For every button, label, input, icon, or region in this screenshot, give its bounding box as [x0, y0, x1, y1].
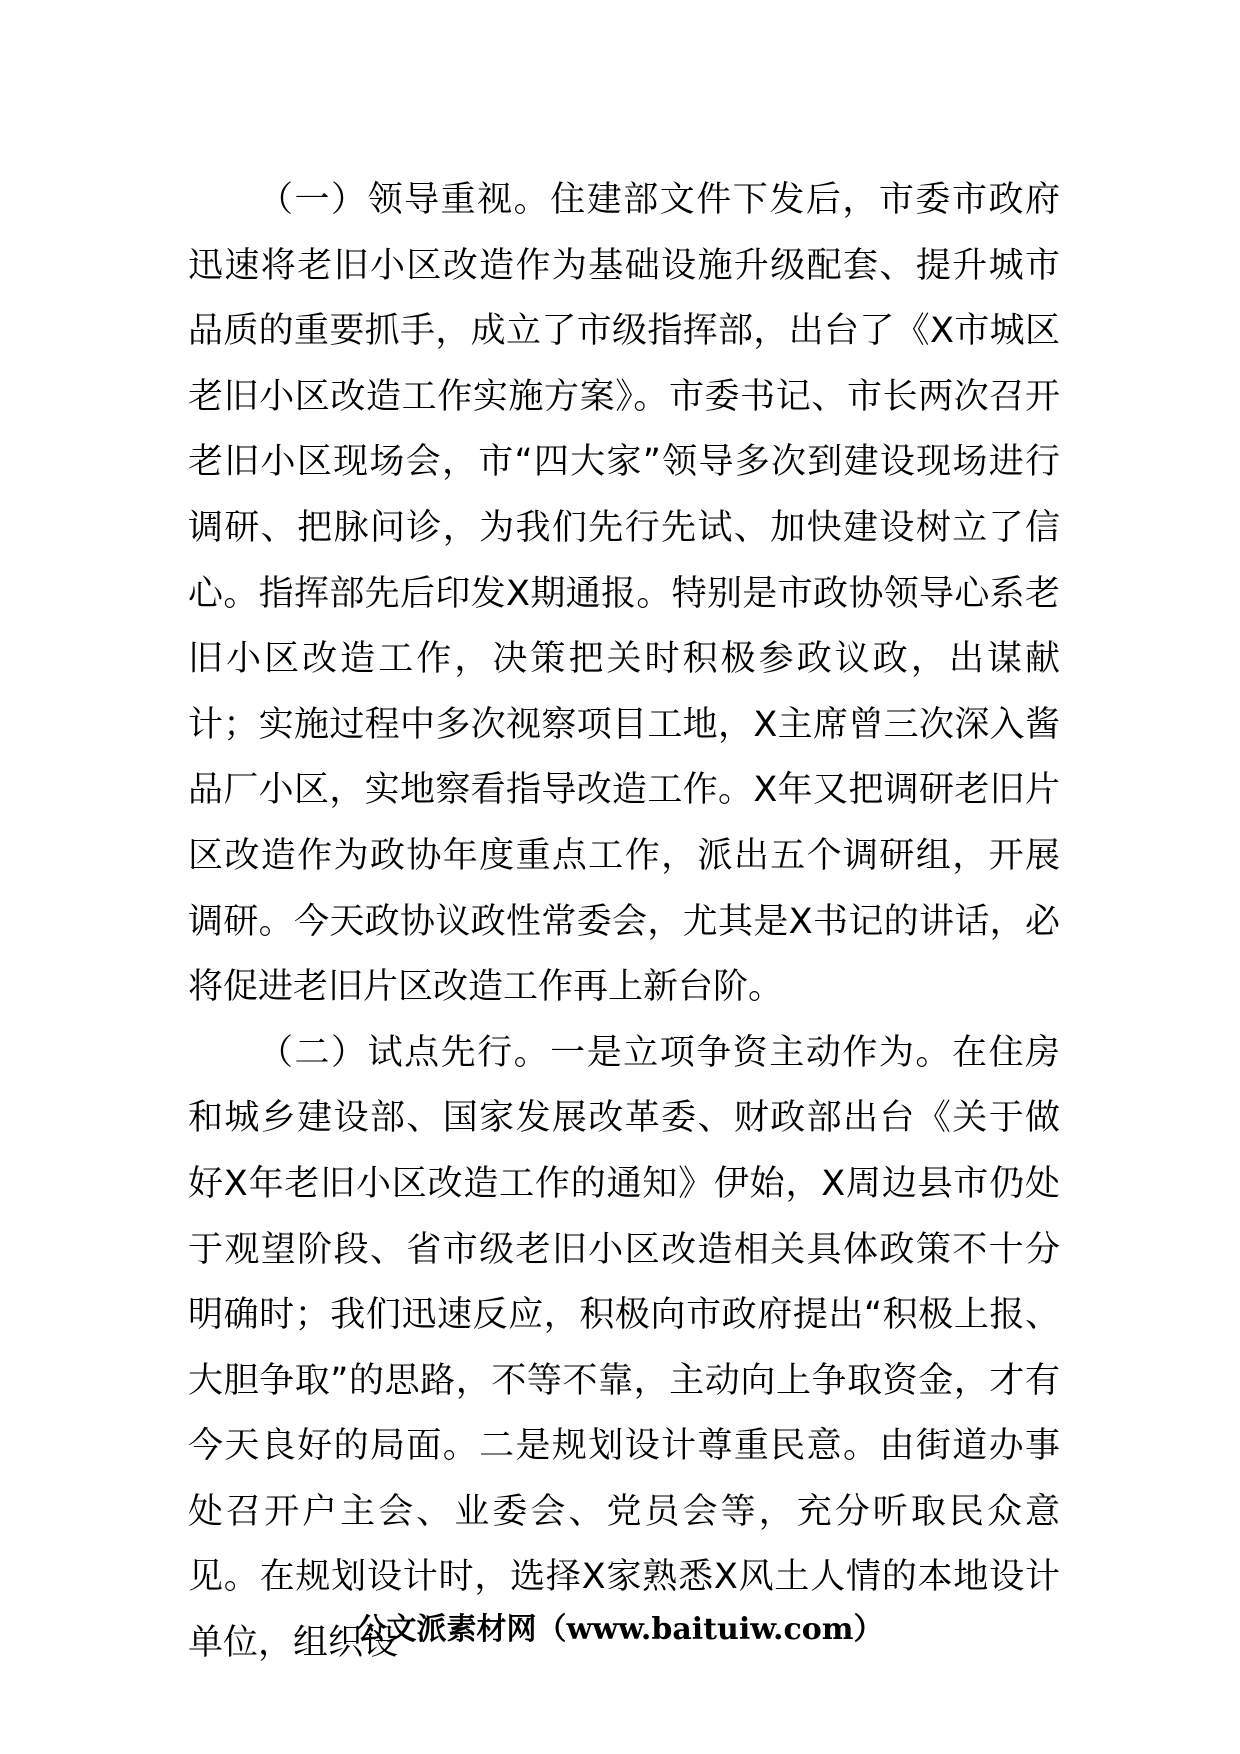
document-body [188, 168, 1060, 1677]
paragraph-leadership: （一）领导重视。住建部文件下发后，市委市政府迅速将老旧小区改造作为基础设施升级配套、提升城市品质的重要抓手，成立了市级指挥部，出台了《X市城区老旧小区改造工作实施方案》。市委书记、市长两次召开老旧小区现场会，市“四大家”领导多次到建设现场进行调研、把脉问诊，为我们先行先试、加快建设树立了信心。指挥部先后印发X期通报。特别是市政协领导心系老旧小区改造工作，决策把关时积极参政议政，出谋献计；实施过程中多次视察项目工地，X主席曾三次深入酱品厂小区，实地察看指导改造工作。X年又把调研老旧片区改造作为政协年度重点工作，派出五个调研组，开展调研。今天政协议政性常委会，尤其是X书记的讲话，必将促进老旧片区改造工作再上新台阶。 [188, 180, 1060, 1008]
paragraph-pilot: （二）试点先行。一是立项争资主动作为。在住房和城乡建设部、国家发展改革委、财政部出台《关于做好X年老旧小区改造工作的通知》伊始，X周边县市仍处于观望阶段、省市级老旧小区改造相关具体政策不十分明确时；我们迅速反应，积极向市政府提出“积极上报、大胆争取”的思路，不等不靠，主动向上争取资金，才有今天良好的局面。二是规划设计尊重民意。由街道办事处召开户主会、业委会、党员会等，充分听取民众意见。在规划设计时，选择X家熟悉X风土人情的本地设计单位，组织设 [188, 1032, 1060, 1664]
footer-watermark: 公文派素材网（www.baituiw.com） [356, 1612, 884, 1647]
